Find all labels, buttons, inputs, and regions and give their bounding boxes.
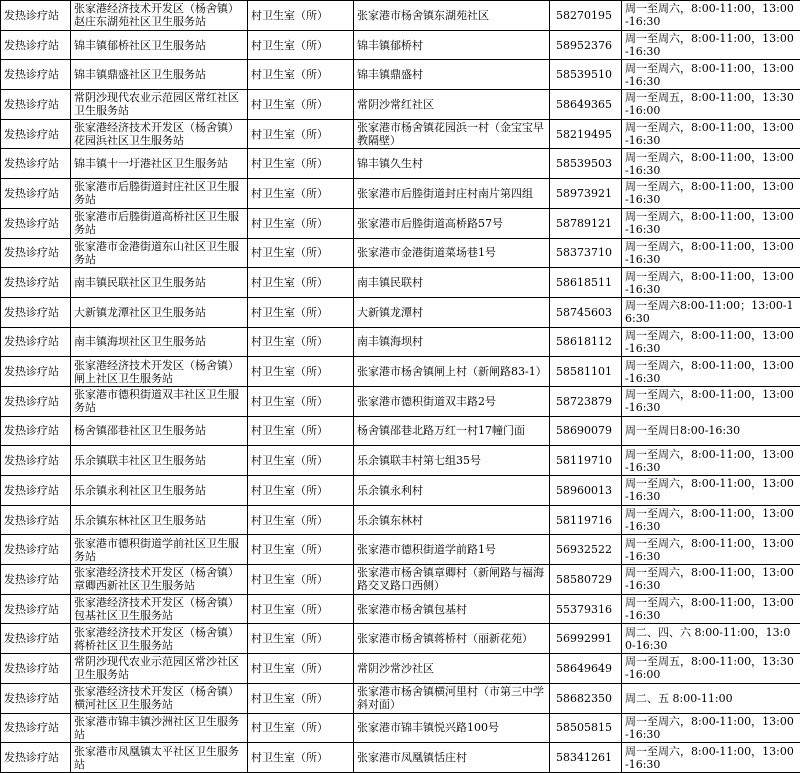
station-name-cell: 锦丰镇郁桥社区卫生服务站 (71, 30, 248, 60)
station-category-cell: 村卫生室（所） (248, 1, 354, 31)
station-category-cell: 村卫生室（所） (248, 327, 354, 357)
phone-cell: 58539510 (550, 60, 622, 90)
station-name-cell: 乐余镇联丰社区卫生服务站 (71, 446, 248, 476)
table-row (1, 386, 800, 416)
clinic-type-cell: 发热诊疗站 (1, 327, 71, 357)
station-category-cell: 村卫生室（所） (248, 713, 354, 743)
phone-cell: 58973921 (550, 179, 622, 209)
address-cell: 南丰镇海坝村 (354, 327, 550, 357)
station-name-cell: 南丰镇海坝社区卫生服务站 (71, 327, 248, 357)
phone-cell: 58341261 (550, 743, 622, 773)
table-row (1, 268, 800, 298)
phone-cell: 58690079 (550, 416, 622, 446)
station-name-cell: 张家港经济技术开发区（杨舍镇）花园浜社区卫生服务站 (71, 119, 248, 149)
clinic-type-cell: 发热诊疗站 (1, 238, 71, 268)
hours-cell: 周一至周六，8:00-11:00，13:00-16:30 (622, 446, 800, 476)
station-category-cell: 村卫生室（所） (248, 535, 354, 565)
table-row (1, 476, 800, 506)
table-row (1, 238, 800, 268)
hours-cell: 周一至周六，8:00-11:00，13:00-16:30 (622, 594, 800, 624)
station-name-cell: 张家港市凤凰镇太平社区卫生服务站 (71, 743, 248, 773)
phone-cell: 58539503 (550, 149, 622, 179)
clinic-type-cell: 发热诊疗站 (1, 208, 71, 238)
station-name-cell: 锦丰镇十一圩港社区卫生服务站 (71, 149, 248, 179)
address-cell: 南丰镇民联村 (354, 268, 550, 298)
station-category-cell: 村卫生室（所） (248, 179, 354, 209)
station-category-cell: 村卫生室（所） (248, 119, 354, 149)
address-cell: 张家港市杨舍镇包基村 (354, 594, 550, 624)
phone-cell: 58119710 (550, 446, 622, 476)
station-category-cell: 村卫生室（所） (248, 624, 354, 654)
hours-cell: 周二、四、六 8:00-11:00，13:00-16:30 (622, 624, 800, 654)
station-name-cell: 常阴沙现代农业示范园区常红社区卫生服务站 (71, 90, 248, 120)
table-row (1, 713, 800, 743)
table-row (1, 90, 800, 120)
clinic-type-cell: 发热诊疗站 (1, 268, 71, 298)
address-cell: 锦丰镇久生村 (354, 149, 550, 179)
table-row (1, 565, 800, 595)
table-row (1, 149, 800, 179)
table-row (1, 30, 800, 60)
address-cell: 锦丰镇鼎盛村 (354, 60, 550, 90)
station-category-cell: 村卫生室（所） (248, 30, 354, 60)
hours-cell: 周一至周六，8:00-11:00，13:00-16:30 (622, 268, 800, 298)
address-cell: 张家港市锦丰镇悦兴路100号 (354, 713, 550, 743)
station-category-cell: 村卫生室（所） (248, 208, 354, 238)
address-cell: 张家港市杨舍镇横河里村（市第三中学斜对面） (354, 683, 550, 713)
station-category-cell: 村卫生室（所） (248, 297, 354, 327)
clinic-type-cell: 发热诊疗站 (1, 1, 71, 31)
hours-cell: 周一至周六，8:00-11:00，13:00-16:30 (622, 713, 800, 743)
clinic-type-cell: 发热诊疗站 (1, 416, 71, 446)
clinic-type-cell: 发热诊疗站 (1, 565, 71, 595)
hours-cell: 周一至周六，8:00-11:00，13:00-16:30 (622, 238, 800, 268)
address-cell: 乐余镇永利村 (354, 476, 550, 506)
table-row (1, 297, 800, 327)
phone-cell: 58649365 (550, 90, 622, 120)
clinic-type-cell: 发热诊疗站 (1, 357, 71, 387)
phone-cell: 58505815 (550, 713, 622, 743)
table-row (1, 1, 800, 31)
address-cell: 张家港市金港街道菜场巷1号 (354, 238, 550, 268)
hours-cell: 周一至周六，8:00-11:00，13:00-16:30 (622, 1, 800, 31)
station-name-cell: 乐余镇永利社区卫生服务站 (71, 476, 248, 506)
address-cell: 张家港市杨舍镇章卿村（新闸路与福海路交叉路口西侧） (354, 565, 550, 595)
table-row (1, 535, 800, 565)
hours-cell: 周一至周六，8:00-11:00，13:00-16:30 (622, 535, 800, 565)
hours-cell: 周一至周五，8:00-11:00，13:30-16:00 (622, 654, 800, 684)
hours-cell: 周一至周六，8:00-11:00，13:00-16:30 (622, 505, 800, 535)
station-name-cell: 张家港经济技术开发区（杨舍镇）闸上社区卫生服务站 (71, 357, 248, 387)
address-cell: 常阴沙常沙社区 (354, 654, 550, 684)
station-name-cell: 张家港市德积街道双丰社区卫生服务站 (71, 386, 248, 416)
table-row (1, 743, 800, 773)
station-category-cell: 村卫生室（所） (248, 357, 354, 387)
clinic-type-cell: 发热诊疗站 (1, 179, 71, 209)
hours-cell: 周一至周六，8:00-11:00，13:00-16:30 (622, 119, 800, 149)
station-name-cell: 张家港市德积街道学前社区卫生服务站 (71, 535, 248, 565)
table-row (1, 624, 800, 654)
table-row (1, 208, 800, 238)
table-row (1, 327, 800, 357)
table-row (1, 683, 800, 713)
address-cell: 常阴沙常红社区 (354, 90, 550, 120)
phone-cell: 58682350 (550, 683, 622, 713)
station-name-cell: 张家港经济技术开发区（杨舍镇）赵庄东湖苑社区卫生服务站 (71, 1, 248, 31)
hours-cell: 周一至周六，8:00-11:00，13:00-16:30 (622, 357, 800, 387)
phone-cell: 58745603 (550, 297, 622, 327)
phone-cell: 58960013 (550, 476, 622, 506)
station-category-cell: 村卫生室（所） (248, 238, 354, 268)
station-name-cell: 大新镇龙潭社区卫生服务站 (71, 297, 248, 327)
table-row (1, 505, 800, 535)
phone-cell: 58581101 (550, 357, 622, 387)
station-category-cell: 村卫生室（所） (248, 594, 354, 624)
station-name-cell: 锦丰镇鼎盛社区卫生服务站 (71, 60, 248, 90)
station-name-cell: 张家港市后塍街道封庄社区卫生服务站 (71, 179, 248, 209)
station-category-cell: 村卫生室（所） (248, 683, 354, 713)
station-name-cell: 张家港经济技术开发区（杨舍镇）横河社区卫生服务站 (71, 683, 248, 713)
phone-cell: 58952376 (550, 30, 622, 60)
address-cell: 张家港市凤凰镇恬庄村 (354, 743, 550, 773)
station-name-cell: 张家港市金港街道东山社区卫生服务站 (71, 238, 248, 268)
clinic-type-cell: 发热诊疗站 (1, 90, 71, 120)
station-category-cell: 村卫生室（所） (248, 90, 354, 120)
clinic-type-cell: 发热诊疗站 (1, 713, 71, 743)
phone-cell: 55379316 (550, 594, 622, 624)
table-row (1, 119, 800, 149)
hours-cell: 周一至周六，8:00-11:00，13:00-16:30 (622, 179, 800, 209)
table-row (1, 357, 800, 387)
phone-cell: 58580729 (550, 565, 622, 595)
clinic-type-cell: 发热诊疗站 (1, 535, 71, 565)
station-name-cell: 张家港市锦丰镇沙洲社区卫生服务站 (71, 713, 248, 743)
clinic-list-body (1, 1, 800, 773)
address-cell: 张家港市杨舍镇闸上村（新闸路83-1） (354, 357, 550, 387)
station-category-cell: 村卫生室（所） (248, 654, 354, 684)
phone-cell: 58649649 (550, 654, 622, 684)
clinic-type-cell: 发热诊疗站 (1, 654, 71, 684)
station-name-cell: 张家港经济技术开发区（杨舍镇）包基社区卫生服务站 (71, 594, 248, 624)
phone-cell: 58373710 (550, 238, 622, 268)
address-cell: 张家港市杨舍镇蒋桥村（丽新花苑） (354, 624, 550, 654)
hours-cell: 周一至周六，8:00-11:00，13:00-16:30 (622, 743, 800, 773)
station-name-cell: 张家港市后塍街道高桥社区卫生服务站 (71, 208, 248, 238)
hours-cell: 周二、五 8:00-11:00 (622, 683, 800, 713)
address-cell: 张家港市后塍街道高桥路57号 (354, 208, 550, 238)
phone-cell: 56992991 (550, 624, 622, 654)
address-cell: 锦丰镇郁桥村 (354, 30, 550, 60)
address-cell: 乐余镇东林村 (354, 505, 550, 535)
address-cell: 大新镇龙潭村 (354, 297, 550, 327)
phone-cell: 58618112 (550, 327, 622, 357)
clinic-type-cell: 发热诊疗站 (1, 683, 71, 713)
station-category-cell: 村卫生室（所） (248, 476, 354, 506)
station-name-cell: 南丰镇民联社区卫生服务站 (71, 268, 248, 298)
clinic-type-cell: 发热诊疗站 (1, 594, 71, 624)
hours-cell: 周一至周六，8:00-11:00，13:00-16:30 (622, 327, 800, 357)
clinic-type-cell: 发热诊疗站 (1, 149, 71, 179)
table-row (1, 594, 800, 624)
hours-cell: 周一至周六，8:00-11:00，13:00-16:30 (622, 60, 800, 90)
hours-cell: 周一至周六8:00-11:00；13:00-16:30 (622, 297, 800, 327)
station-category-cell: 村卫生室（所） (248, 268, 354, 298)
station-category-cell: 村卫生室（所） (248, 743, 354, 773)
phone-cell: 58789121 (550, 208, 622, 238)
table-row (1, 654, 800, 684)
station-category-cell: 村卫生室（所） (248, 60, 354, 90)
phone-cell: 58618511 (550, 268, 622, 298)
address-cell: 张家港市后塍街道封庄村南片第四组 (354, 179, 550, 209)
station-name-cell: 常阴沙现代农业示范园区常沙社区卫生服务站 (71, 654, 248, 684)
station-name-cell: 张家港经济技术开发区（杨舍镇）章卿西新社区卫生服务站 (71, 565, 248, 595)
clinic-type-cell: 发热诊疗站 (1, 476, 71, 506)
phone-cell: 58270195 (550, 1, 622, 31)
clinic-type-cell: 发热诊疗站 (1, 386, 71, 416)
phone-cell: 56932522 (550, 535, 622, 565)
address-cell: 张家港市德积街道双丰路2号 (354, 386, 550, 416)
station-name-cell: 杨舍镇邵巷社区卫生服务站 (71, 416, 248, 446)
station-category-cell: 村卫生室（所） (248, 149, 354, 179)
station-name-cell: 乐余镇东林社区卫生服务站 (71, 505, 248, 535)
phone-cell: 58119716 (550, 505, 622, 535)
clinic-type-cell: 发热诊疗站 (1, 743, 71, 773)
clinic-type-cell: 发热诊疗站 (1, 30, 71, 60)
hours-cell: 周一至周六，8:00-11:00，13:00-16:30 (622, 208, 800, 238)
hours-cell: 周一至周日8:00-16:30 (622, 416, 800, 446)
phone-cell: 58723879 (550, 386, 622, 416)
address-cell: 张家港市杨舍镇花园浜一村（金宝宝早教隔壁） (354, 119, 550, 149)
clinic-type-cell: 发热诊疗站 (1, 624, 71, 654)
station-category-cell: 村卫生室（所） (248, 446, 354, 476)
hours-cell: 周一至周六，8:00-11:00，13:00-16:30 (622, 30, 800, 60)
hours-cell: 周一至周六，8:00-11:00，13:00-16:30 (622, 565, 800, 595)
station-category-cell: 村卫生室（所） (248, 386, 354, 416)
hours-cell: 周一至周六，8:00-11:00，13:00-16:30 (622, 149, 800, 179)
clinic-type-cell: 发热诊疗站 (1, 60, 71, 90)
hours-cell: 周一至周五，8:00-11:00，13:30-16:00 (622, 90, 800, 120)
station-category-cell: 村卫生室（所） (248, 505, 354, 535)
clinic-type-cell: 发热诊疗站 (1, 505, 71, 535)
table-row (1, 446, 800, 476)
clinic-type-cell: 发热诊疗站 (1, 297, 71, 327)
station-category-cell: 村卫生室（所） (248, 565, 354, 595)
hours-cell: 周一至周六，8:00-11:00，13:00-16:30 (622, 386, 800, 416)
address-cell: 张家港市德积街道学前路1号 (354, 535, 550, 565)
address-cell: 张家港市杨舍镇东湖苑社区 (354, 1, 550, 31)
station-category-cell: 村卫生室（所） (248, 416, 354, 446)
station-name-cell: 张家港经济技术开发区（杨舍镇）蒋桥社区卫生服务站 (71, 624, 248, 654)
table-row (1, 179, 800, 209)
address-cell: 杨舍镇邵巷北路万红一村17幢门面 (354, 416, 550, 446)
table-row (1, 60, 800, 90)
table-row (1, 416, 800, 446)
hours-cell: 周一至周六，8:00-11:00，13:00-16:30 (622, 476, 800, 506)
clinic-type-cell: 发热诊疗站 (1, 446, 71, 476)
phone-cell: 58219495 (550, 119, 622, 149)
address-cell: 乐余镇联丰村第七组35号 (354, 446, 550, 476)
clinic-type-cell: 发热诊疗站 (1, 119, 71, 149)
